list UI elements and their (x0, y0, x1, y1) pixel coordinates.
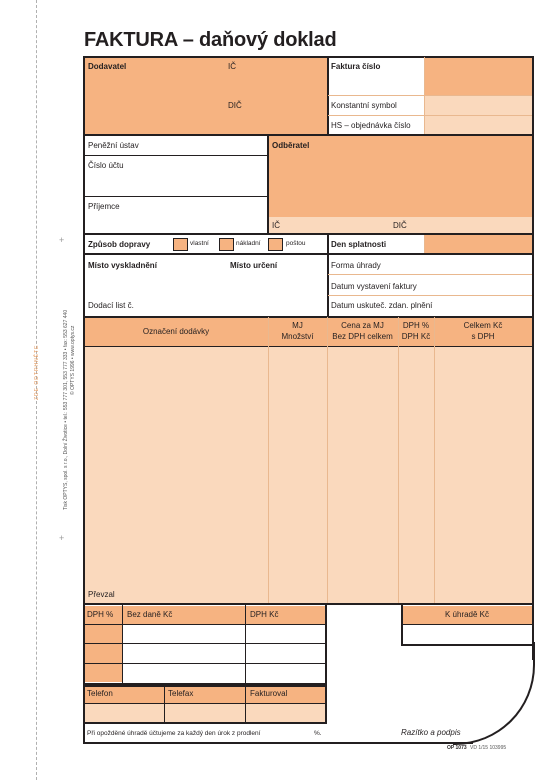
publisher-info: Tisk OPTYS, spol. s r.o., Dolní Životice • tel.: 553 777 301, 553 777 333 • fax: 553 627 440 (63, 309, 69, 510)
divider-table-top (83, 316, 534, 318)
supplier-box-right (268, 57, 328, 135)
due-date-label: Den splatnosti (331, 240, 387, 249)
col-header-unit: MJ (292, 321, 303, 330)
divider-account (84, 196, 267, 197)
divider-bank (84, 155, 267, 156)
customer-dic-label: DIČ (393, 221, 407, 230)
col-header-total-vat: s DPH (471, 332, 495, 341)
vat-rate-label: DPH % (87, 610, 114, 619)
account-label: Číslo účtu (88, 161, 124, 170)
delivery-note-label: Dodací list č. (88, 301, 134, 310)
divider-supplier-bottom (83, 134, 534, 136)
order-number-box[interactable] (424, 115, 533, 135)
vat-col-2 (245, 604, 246, 683)
contact-mid (84, 703, 325, 704)
col-header-vat-rate: DPH % (402, 321, 430, 330)
divider-const (328, 95, 532, 96)
constant-symbol-box[interactable] (424, 95, 533, 115)
fax-label: Telefax (168, 689, 194, 698)
transport-label: Způsob dopravy (88, 240, 151, 249)
issue-date-label: Datum vystavení faktury (331, 282, 417, 291)
form-code: VD 1/15 103995 (470, 745, 507, 751)
divider-issue (328, 295, 532, 296)
to-pay-bottom (401, 644, 533, 646)
col-header-price-total: Bez DPH celkem (332, 332, 393, 341)
contact-bottom (83, 722, 327, 724)
payment-form-label: Forma úhrady (331, 261, 381, 270)
vat-amount-label: DPH Kč (250, 610, 279, 619)
late-payment-note: Při opožděné úhradě účtujeme za každý den úrok z prodlení (87, 730, 261, 737)
tear-off-plus-top: + (59, 235, 65, 245)
stamp-label: Razítko a podpis (401, 728, 461, 737)
col-line-3 (398, 317, 399, 603)
due-date-box[interactable] (424, 235, 533, 253)
divider-transport-top (83, 233, 534, 235)
vat-row-3 (84, 663, 325, 664)
divider-transport-bottom (83, 253, 534, 255)
late-payment-percent: %. (314, 730, 322, 737)
divider-supplier-invoice (327, 56, 329, 136)
vat-base-label: Bez daně Kč (127, 610, 173, 619)
col-line-1 (268, 317, 269, 603)
vat-col-1 (122, 604, 123, 683)
supplier-label: Dodavatel (88, 62, 127, 71)
col-header-price: Cena za MJ (341, 321, 384, 330)
invoice-number-box[interactable] (424, 57, 533, 95)
col-header-total: Celkem Kč (463, 321, 503, 330)
vat-row-2 (84, 643, 325, 644)
col-header-vat-amount: DPH Kč (401, 332, 431, 341)
col-line-4 (434, 317, 435, 603)
tear-off-label: ZDE ODTRHNĚTE (34, 344, 40, 400)
invoice-number-label: Faktura číslo (331, 62, 381, 71)
divider-table-bottom (83, 603, 534, 605)
border-corner (453, 642, 535, 745)
received-label: Převzal (88, 590, 115, 599)
table-body-box[interactable] (84, 347, 533, 603)
border-right (532, 56, 534, 660)
divider-payment (328, 274, 532, 275)
supplier-dic-label: DIČ (228, 101, 242, 110)
col-header-quantity: Množství (281, 332, 314, 341)
border-top (83, 56, 534, 58)
recipient-label: Příjemce (88, 202, 120, 211)
vat-header-box (84, 606, 326, 624)
divider-invoice-value (424, 57, 425, 135)
divider-bank-customer (267, 134, 269, 234)
transport-freight-checkbox[interactable] (219, 238, 234, 251)
order-number-label: HS – objednávka číslo (331, 121, 411, 130)
transport-freight-label: nákladní (236, 240, 261, 247)
border-left (83, 56, 85, 743)
tear-off-plus-bottom: + (59, 533, 65, 543)
document-title: FAKTURA – daňový doklad (84, 29, 337, 51)
col-header-item: Označení dodávky (142, 327, 210, 336)
transport-own-checkbox[interactable] (173, 238, 188, 251)
warehouse-label: Místo vyskladnění (88, 261, 157, 270)
contact-header-box (84, 686, 326, 703)
vat-box-right (325, 604, 327, 684)
transport-post-label: poštou (286, 240, 306, 247)
bank-label: Peněžní ústav (88, 141, 139, 150)
to-pay-label: K úhradě Kč (444, 610, 490, 619)
constant-symbol-label: Konstantní symbol (331, 101, 397, 110)
publisher-copyright: © OPTYS 1996 • www.optys.cz (70, 325, 76, 395)
destination-label: Místo určení (230, 261, 278, 270)
vat-rate-cells[interactable] (84, 624, 122, 682)
divider-due-date (424, 235, 425, 253)
contact-top (83, 685, 327, 687)
phone-label: Telefon (87, 689, 113, 698)
contact-col-2 (245, 686, 246, 722)
taxable-date-label: Datum uskuteč. zdan. plnění (331, 301, 433, 310)
border-bottom (83, 742, 473, 744)
invoiced-by-label: Fakturoval (250, 689, 288, 698)
vat-row-1 (84, 624, 325, 625)
contact-right (325, 685, 327, 724)
contact-value-box[interactable] (84, 703, 326, 722)
to-pay-mid (402, 624, 532, 625)
divider-transport-right (327, 233, 329, 317)
transport-own-label: vlastní (190, 240, 209, 247)
form-code-bold: OP 1073 (447, 745, 467, 751)
divider-table-header (84, 346, 532, 347)
col-line-2 (327, 317, 328, 603)
transport-post-checkbox[interactable] (268, 238, 283, 251)
customer-ic-label: IČ (272, 221, 280, 230)
customer-label: Odběratel (272, 141, 310, 150)
supplier-ic-label: IČ (228, 62, 236, 71)
divider-order (328, 115, 532, 116)
contact-col-1 (164, 686, 165, 722)
